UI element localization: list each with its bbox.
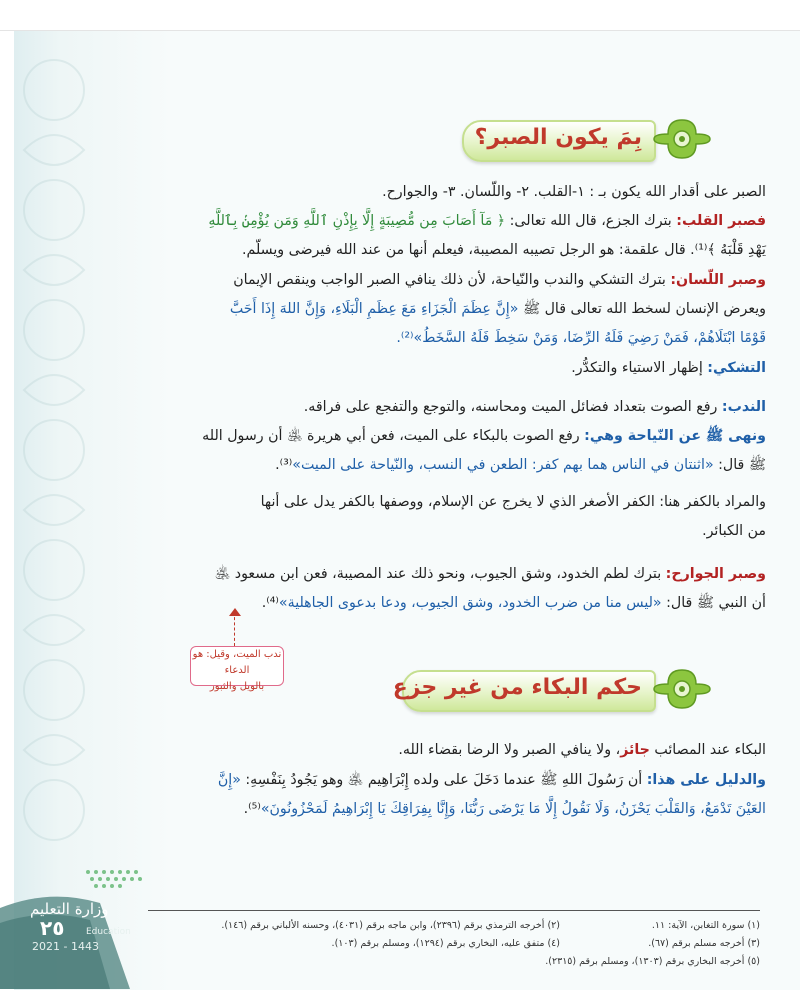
tongue-hadith-cont: قَوْمًا ابْتَلَاهُمْ، فَمَنْ رَضِيَ فَلَهُ الرِّضَا، وَمَنْ سَخِطَ فَلَهُ السَّخَطُ»⁽²⁾. [396,330,766,346]
crying-line1a: البكاء عند المصائب [649,742,766,758]
flower-ornament-icon [650,116,714,162]
niyaha-text: رفع الصوت بالبكاء على الميت، فعن أبي هريرة ﵁ أن رسول الله [202,428,585,444]
text-line [60,453,766,477]
heart-label: فصبر القلب: [676,213,766,229]
heart-continuation: يَهْدِ قَلْبَهُ ﴾⁽¹⁾. قال علقمة: هو الرجل تصيبه المصيبة، فيعلم أنها من عند الله فيرضى ويسلّم. [242,242,766,258]
footnote-2: (٢) أخرجه الترمذي برقم (٢٣٩٦)، وابن ماجه برقم (٤٠٣١)، وحسنه الألباني برقم (١٤٦). [221,920,560,931]
tashakki-definition [60,356,766,380]
tongue-paragraph [60,268,766,292]
text-line [60,297,766,321]
niyaha-hadith: «اثنتان في الناس هما بهم كفر: الطعن في النسب، والنّياحة على الميت» [292,457,714,473]
section-heading-patience [454,116,714,162]
footnote-divider [148,910,760,911]
text-line [60,238,766,262]
heart-paragraph [60,209,766,233]
text-line [60,326,766,350]
limbs-text: بترك لطم الخدود، وشق الجيوب، ونحو ذلك عند المصيبة، فعن ابن مسعود ﵁ [214,566,666,582]
evidence-label: والدليل على هذا: [646,772,766,788]
footnote-1: (١) سورة التغابن، الآية: ١١. [651,920,760,931]
note-arrow [234,612,235,646]
text-line [60,519,766,543]
evidence-ref: ⁽⁵⁾. [243,801,261,817]
text-line [60,797,766,821]
crying-line1c: ، ولا ينافي الصبر ولا الرضا بقضاء الله. [398,742,621,758]
tashakki-text: إظهار الاستياء والتكدُّر. [571,360,708,376]
tongue-label: وصبر اللّسان: [670,272,766,288]
heart-text: بترك الجزع، قال الله تعالى: [505,213,677,229]
niyaha-ref: ⁽³⁾. [275,457,293,473]
limbs-label: وصبر الجوارح: [665,566,766,582]
intro-text: الصبر على أقدار الله يكون بـ : ١-القلب. ٢- واللّسان. ٣- والجوارح. [382,184,766,200]
text-line [60,768,766,792]
footnote-4: (٤) متفق عليه، البخاري برقم (١٢٩٤)، ومسلم برقم (١٠٣). [331,938,560,949]
note-line2: بالويل والثبور [209,681,265,692]
evidence-text: أن رَسُولَ اللهِ ﷺ عندما دَخَلَ على ولده إِبْرَاهِيم ﵁ وهو يَجُودُ بِنَفْسِهِ: [240,772,647,788]
evidence-hadith: العَيْنَ تَدْمَعُ، وَالقَلْبَ يَحْزَنُ، وَلَا نَقُولُ إِلَّا مَا يَرْضَى رَبُّنَا، وَإِنَّا بِفِرَاقِكَ يَا إِبْرَاهِيمُ لَمَحْزُونُونَ» [260,801,766,817]
nadb-label: الندب: [721,399,766,415]
evidence-hadith-start: «إِنَّ [217,772,241,788]
kufr-paragraph [60,490,766,514]
section-title-crying: حكم البكاء من غير جزع [392,675,642,700]
tongue-line2a: ويعرض الإنسان لسخط الله تعالى قال ﷺ [518,301,766,317]
limbs-line2a: أن النبي ﷺ قال: [661,595,766,611]
section-heading-crying [394,666,714,712]
crying-permitted: جائز [620,742,650,758]
ministry-name: وزارة التعليم [30,900,109,918]
year-label: 2021 - 1443 [32,940,99,953]
limbs-paragraph [60,562,766,586]
top-border-line [0,30,800,31]
kufr-line1: والمراد بالكفر هنا: الكفر الأصغر الذي لا يخرج عن الإسلام، ووصفها بالكفر يدل على أنها [260,494,766,510]
text-line [60,180,766,204]
section-title-patience: بِمَ يكون الصبر؟ [474,125,642,150]
nadb-definition [60,395,766,419]
note-line1: ندب الميت، وقيل: هو الدعاء [192,649,282,676]
page-number: ٢٥ [40,916,65,940]
tashakki-label: التشكي: [707,360,766,376]
niyaha-line2a: ﷺ قال: [713,457,766,473]
niyaha-paragraph [60,424,766,448]
flower-ornament-icon [650,666,714,712]
footnote-5: (٥) أخرجه البخاري برقم (١٣٠٣)، ومسلم برقم (٢٣١٥). [545,956,760,967]
limbs-ref: ⁽⁴⁾. [261,595,279,611]
education-label: Education [86,927,131,937]
side-note-box [190,646,284,692]
crying-paragraph [60,738,766,762]
limbs-hadith: «ليس منا من ضرب الخدود، وشق الجيوب، ودعا بدعوى الجاهلية» [278,595,662,611]
kufr-line2: من الكبائر. [702,523,766,539]
tongue-text: بترك التشكي والندب والنّياحة، لأن ذلك ينافي الصبر الواجب وينقص الإيمان [233,272,671,288]
note-arrow-head [229,608,241,616]
tongue-hadith: «إِنَّ عِظَمَ الْجَزَاءِ مَعَ عِظَمِ الْبَلَاءِ، وَإِنَّ اللهَ إِذَا أَحَبَّ [229,301,519,317]
footnote-3: (٣) أخرجه مسلم برقم (٦٧). [648,938,760,949]
nadb-text: رفع الصوت بتعداد فضائل الميت ومحاسنه، والتوجع والتفجع على فراقه. [303,399,722,415]
text-line [60,591,766,615]
heart-verse: ﴿ مَآ أَصَابَ مِن مُّصِيبَةٍ إِلَّا بِإِذْنِ ٱللَّهِ وَمَن يُؤْمِنۢ بِٱللَّهِ [208,213,506,229]
niyaha-label: ونهى ﷺ عن النّياحة وهي: [584,428,766,444]
